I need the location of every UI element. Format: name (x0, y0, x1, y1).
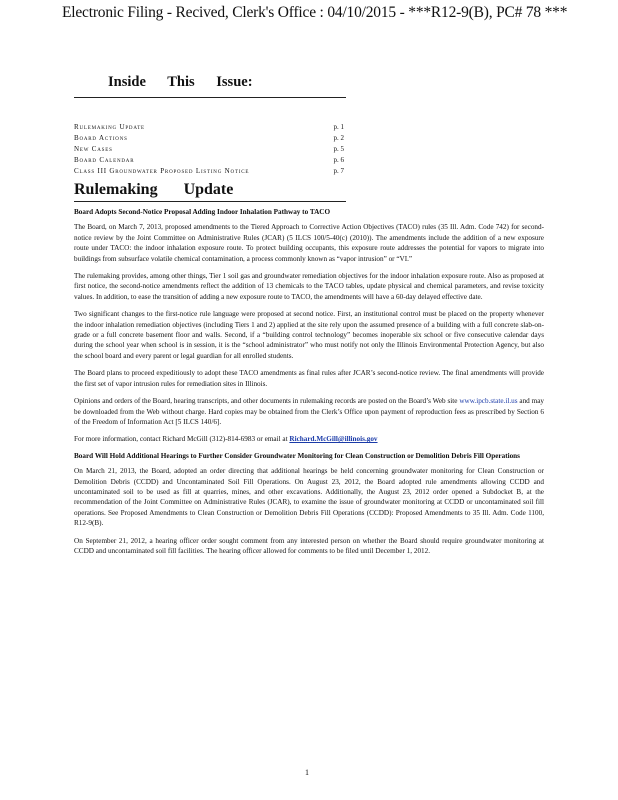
contact-line: For more information, contact Richard McGill (312)-814-6983 or email at Richard.McGill@illinois.gov (74, 435, 378, 444)
table-of-contents (74, 122, 344, 177)
page-number: 1 (305, 768, 309, 777)
email-link[interactable]: Richard.McGill@illinois.gov (289, 435, 378, 444)
toc-divider-top (74, 97, 346, 98)
section-title-underline (74, 201, 346, 202)
article-heading: Board Adopts Second-Notice Proposal Adding Indoor Inhalation Pathway to TACO (74, 208, 331, 216)
inside-this-issue-title: Inside This Issue: (108, 74, 253, 90)
toc-item[interactable]: Rulemaking Update p. 1 (74, 123, 344, 131)
paragraph: Two significant changes to the first-notice rule language were proposed at second notice. First, an institutional control must be placed on the property whenever the indoor inhalation remediation objectives (including Tiers 1 and 2) applied at the site rely upon the assumed presence of a building with a full concrete slab-on-grade or a full concrete basement floor and walls. Second, if a “building control technology” becomes inoperable six school or five consecutive calendar days during the school year when school is in session, it is the “school administrator” who must notify not only the Illinois Environmental Protection Agency, but also the school board and every parent or legal guardian for all enrolled students. (74, 310, 544, 360)
paragraph: Opinions and orders of the Board, hearing transcripts, and other documents in rulemaking records are posted on the Board’s Web site www.ipcb.state.il.us and may be downloaded from the Web without charge. Hard copies may be obtained from the Clerk’s Office upon payment of reproduction fees as prescribed by Section 6 of the Freedom of Information Act [5 ILCS 140/6]. (74, 397, 544, 426)
paragraph: The rulemaking provides, among other things, Tier 1 soil gas and groundwater remediation objectives for the indoor inhalation exposure route. Also as proposed at first notice, the second-notice amendments reflect the addition of 13 chemicals to the TACO tables, update physical and chemical parameters, and revise toxicity values. In addition, to ease the transition of adding a new exposure route to TACO, the amendments will have a 60-day delayed effective date. (74, 272, 544, 301)
article-body (74, 207, 544, 556)
paragraph: The Board plans to proceed expeditiously to adopt these TACO amendments as final rules after JCAR’s second-notice review. The final amendments will provide the first set of vapor intrusion rules for remediation sites in Illinois. (74, 369, 544, 388)
toc-item[interactable]: Board Calendar p. 6 (74, 156, 344, 164)
toc-item[interactable]: New Cases p. 5 (74, 145, 344, 153)
toc-item[interactable]: Class III Groundwater Proposed Listing Notice p. 7 (74, 167, 344, 175)
section-title: Rulemaking Update (74, 181, 234, 198)
efiling-header: Electronic Filing - Recived, Clerk's Office : 04/10/2015 - ***R12-9(B), PC# 78 *** (62, 4, 568, 21)
paragraph: On September 21, 2012, a hearing officer order sought comment from any interested person on whether the Board should require groundwater monitoring at CCDD and uncontaminated soil fill facilities. The hearing officer allowed for comments to be filed until December 1, 2012. (74, 536, 544, 555)
board-website-link[interactable]: www.ipcb.state.il.us (459, 397, 518, 406)
article-heading: Board Will Hold Additional Hearings to Further Consider Groundwater Monitoring for Clean Construction or Demolition Debris Fill Operations (74, 451, 520, 460)
paragraph: The Board, on March 7, 2013, proposed amendments to the Tiered Approach to Corrective Action Objectives (TACO) rules (35 Ill. Adm. Code 742) for second-notice review by the Joint Committee on Administrative Rules (JCAR) (5 ILCS 100/5-40(c) (2010)). The amendments include the addition of a new exposure route under TACO: the indoor inhalation exposure route. To protect building occupants, this exposure route addresses the potential for vapors to migrate into buildings from subsurface volatile chemical contamination, a process commonly known as “vapor intrusion” or “VI.” (74, 223, 544, 263)
paragraph: On March 21, 2013, the Board, adopted an order directing that additional hearings be held concerning groundwater monitoring for Clean Construction or Demolition Debris (CCDD) and Uncontaminated Soil Fill Operations. On August 23, 2012, the Board adopted rule amendments allowing CCDD and uncontaminated soil to be used as fill at quarries, mines, and other excavations. Additionally, the August 23, 2012 order opened a Subdocket B, at the recommendation of the Joint Committee on Administrative Rules (JCAR), to examine the issue of groundwater monitoring at CCDD or uncontaminated soil fill operations. See Proposed Amendments to Clean Construction or Demolition Debris Fill Operations (CCDD): Proposed Amendments to 35 Ill. Adm. Code 1100, R12-9(B). (74, 467, 544, 528)
toc-item[interactable]: Board Actions p. 2 (74, 134, 344, 142)
